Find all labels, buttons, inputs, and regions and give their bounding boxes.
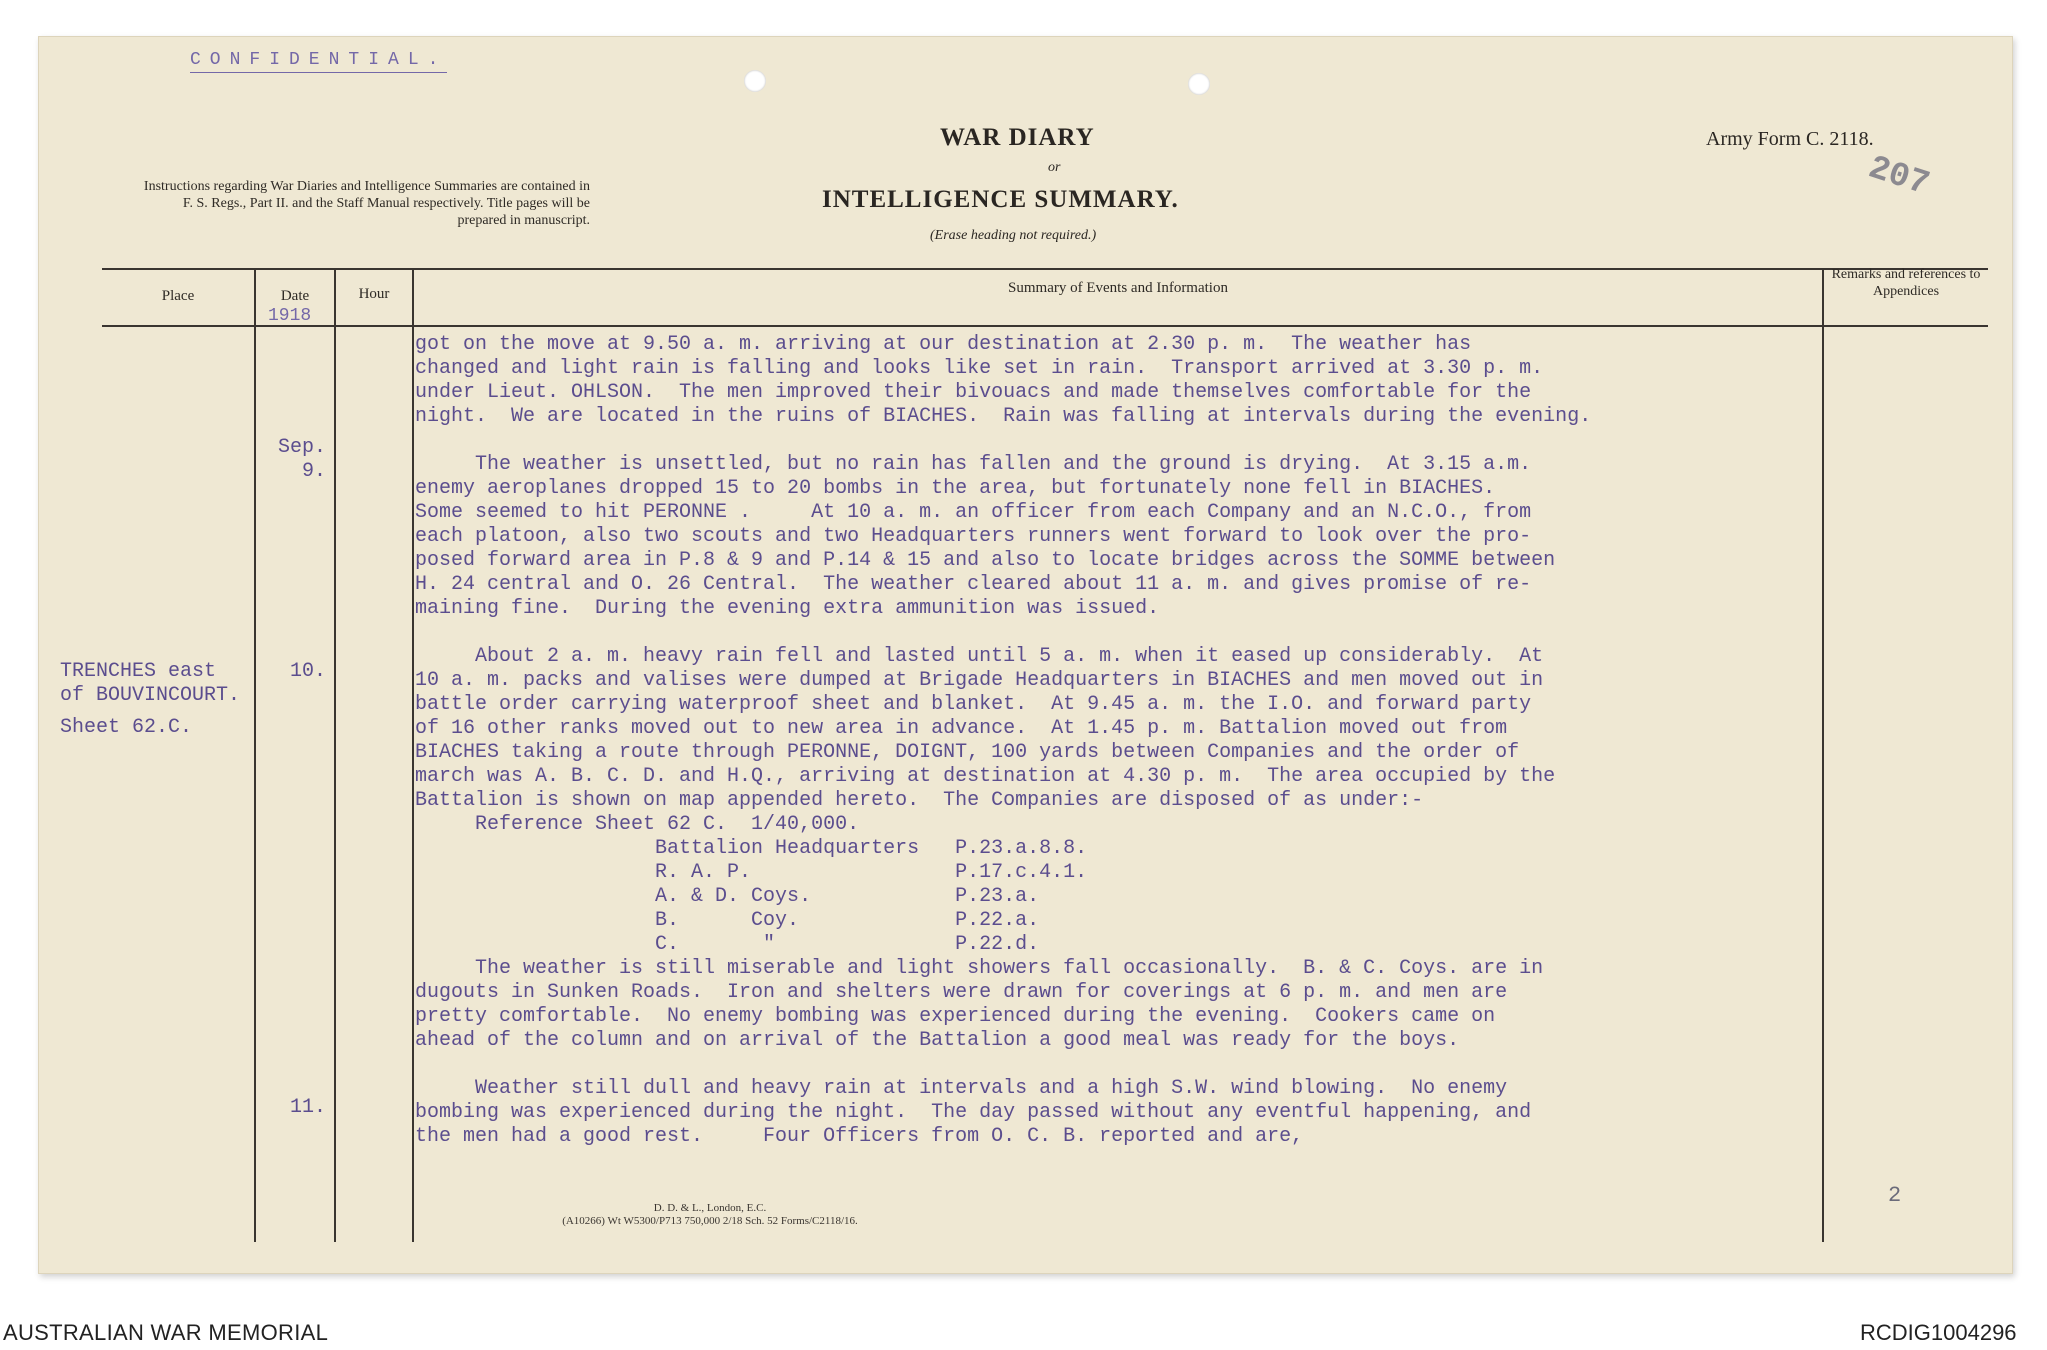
folio-stamp: 207 xyxy=(1863,149,1934,205)
printer-line-2: (A10266) Wt W5300/P713 750,000 2/18 Sch. 52 Forms/C2118/16. xyxy=(562,1215,858,1227)
printer-line-1: D. D. & L., London, E.C. xyxy=(653,1202,767,1214)
column-header-summary: Summary of Events and Information xyxy=(1008,280,1228,296)
instructions-note: Instructions regarding War Diaries and Intelligence Summaries are contained in F. S. Regs., Part II. and the Staff Manual respectively. Title pages will be prepared in manuscript. xyxy=(143,179,590,228)
form-title-or: or xyxy=(1048,160,1061,175)
hour-column-rule xyxy=(412,268,414,1242)
place-line-1: TRENCHES east xyxy=(60,660,217,683)
corner-page-mark: 2 xyxy=(1888,1183,1902,1208)
punch-hole-left xyxy=(744,70,766,92)
place-sheet-reference: Sheet 62.C. xyxy=(60,716,193,739)
army-form-number: Army Form C. 2118. xyxy=(1706,128,1874,150)
archive-credit: AUSTRALIAN WAR MEMORIAL xyxy=(3,1320,329,1345)
form-title: WAR DIARY xyxy=(940,124,1095,151)
place-line-2: of BOUVINCOURT. xyxy=(60,684,241,707)
archive-identifier: RCDIG1004296 xyxy=(1860,1320,2017,1345)
date-9: 9. xyxy=(301,460,326,483)
table-top-rule xyxy=(102,268,1988,270)
printer-imprint xyxy=(460,1202,960,1228)
punch-hole-right xyxy=(1188,73,1210,95)
table-header-rule xyxy=(102,325,1988,327)
date-10: 10. xyxy=(289,660,326,683)
date-month: Sep. xyxy=(277,436,326,459)
column-header-date: Date xyxy=(280,288,310,304)
date-column-rule xyxy=(334,268,336,1242)
diary-year: 1918 xyxy=(268,306,312,326)
date-11: 11. xyxy=(289,1096,326,1119)
place-entry xyxy=(60,660,240,708)
column-header-hour: Hour xyxy=(358,286,390,302)
column-header-place: Place xyxy=(161,288,195,304)
erase-heading-note: (Erase heading not required.) xyxy=(930,228,1097,243)
summary-column-rule xyxy=(1822,268,1824,1242)
summary-of-events: got on the move at 9.50 a. m. arriving at our destination at 2.30 p. m. The weather has changed and light rain is falling and looks like set in rain. Transport arrived at 3.30 p. m. under Lieut. OHLSON. The men improved their bivouacs and made themselves comfortable for the night. We are located in the ruins of BIACHES. Rain was falling at intervals during the evening. The weather is unsettled, but no rain has fallen and the ground is drying. At 3.15 a.m. enemy aeroplanes dropped 15 to 20 bombs in the area, but fortunately none fell in BIACHES. Some seemed to hit PERONNE . At 10 a. m. an officer from each Company and an N.C.O., from each platoon, also two scouts and two Headquarters runners went forward to look over the pro- posed forward area in P.8 & 9 and P.14 & 15 and also to locate bridges across the SOMME between H. 24 central and O. 26 Central. The weather cleared about 11 a. m. and gives promise of re- maining fine. During the evening extra ammunition was issued. About 2 a. m. heavy rain fell and lasted until 5 a. m. when it eased up considerably. At 10 a. m. packs and valises were dumped at Brigade Headquarters in BIACHES and men moved out in battle order carrying waterproof sheet and blanket. At 9.45 a. m. the I.O. and forward party of 16 other ranks moved out to new area in advance. At 1.45 p. m. Battalion moved out from BIACHES taking a route through PERONNE, DOIGNT, 100 yards between Companies and the order of march was A. B. C. D. and H.Q., arriving at destination at 4.30 p. m. The area occupied by the Battalion is shown on map appended hereto. The Companies are disposed of as under:- Reference Sheet 62 C. 1/40,000. Battalion Headquarters P.23.a.8.8. R. A. P. P.17.c.4.1. A. & D. Coys. P.23.a. B. Coy. P.22.a. C. " P.22.d. The weather is still miserable and light showers fall occasionally. B. & C. Coys. are in dugouts in Sunken Roads. Iron and shelters were drawn for coverings at 6 p. m. and men are pretty comfortable. No enemy bombing was experienced during the evening. Cookers came on ahead of the column and on arrival of the Battalion a good meal was ready for the boys. Weather still dull and heavy rain at intervals and a high S.W. wind blowing. No enemy bombing was experienced during the night. The day passed without any eventful happening, and the men had a good rest. Four Officers from O. C. B. reported and are, xyxy=(415,333,1592,1148)
column-header-remarks: Remarks and references to Appendices xyxy=(1831,267,1981,299)
place-column-rule xyxy=(254,268,256,1242)
confidential-heading: CONFIDENTIAL. xyxy=(190,50,447,73)
form-subtitle: INTELLIGENCE SUMMARY. xyxy=(822,186,1179,213)
